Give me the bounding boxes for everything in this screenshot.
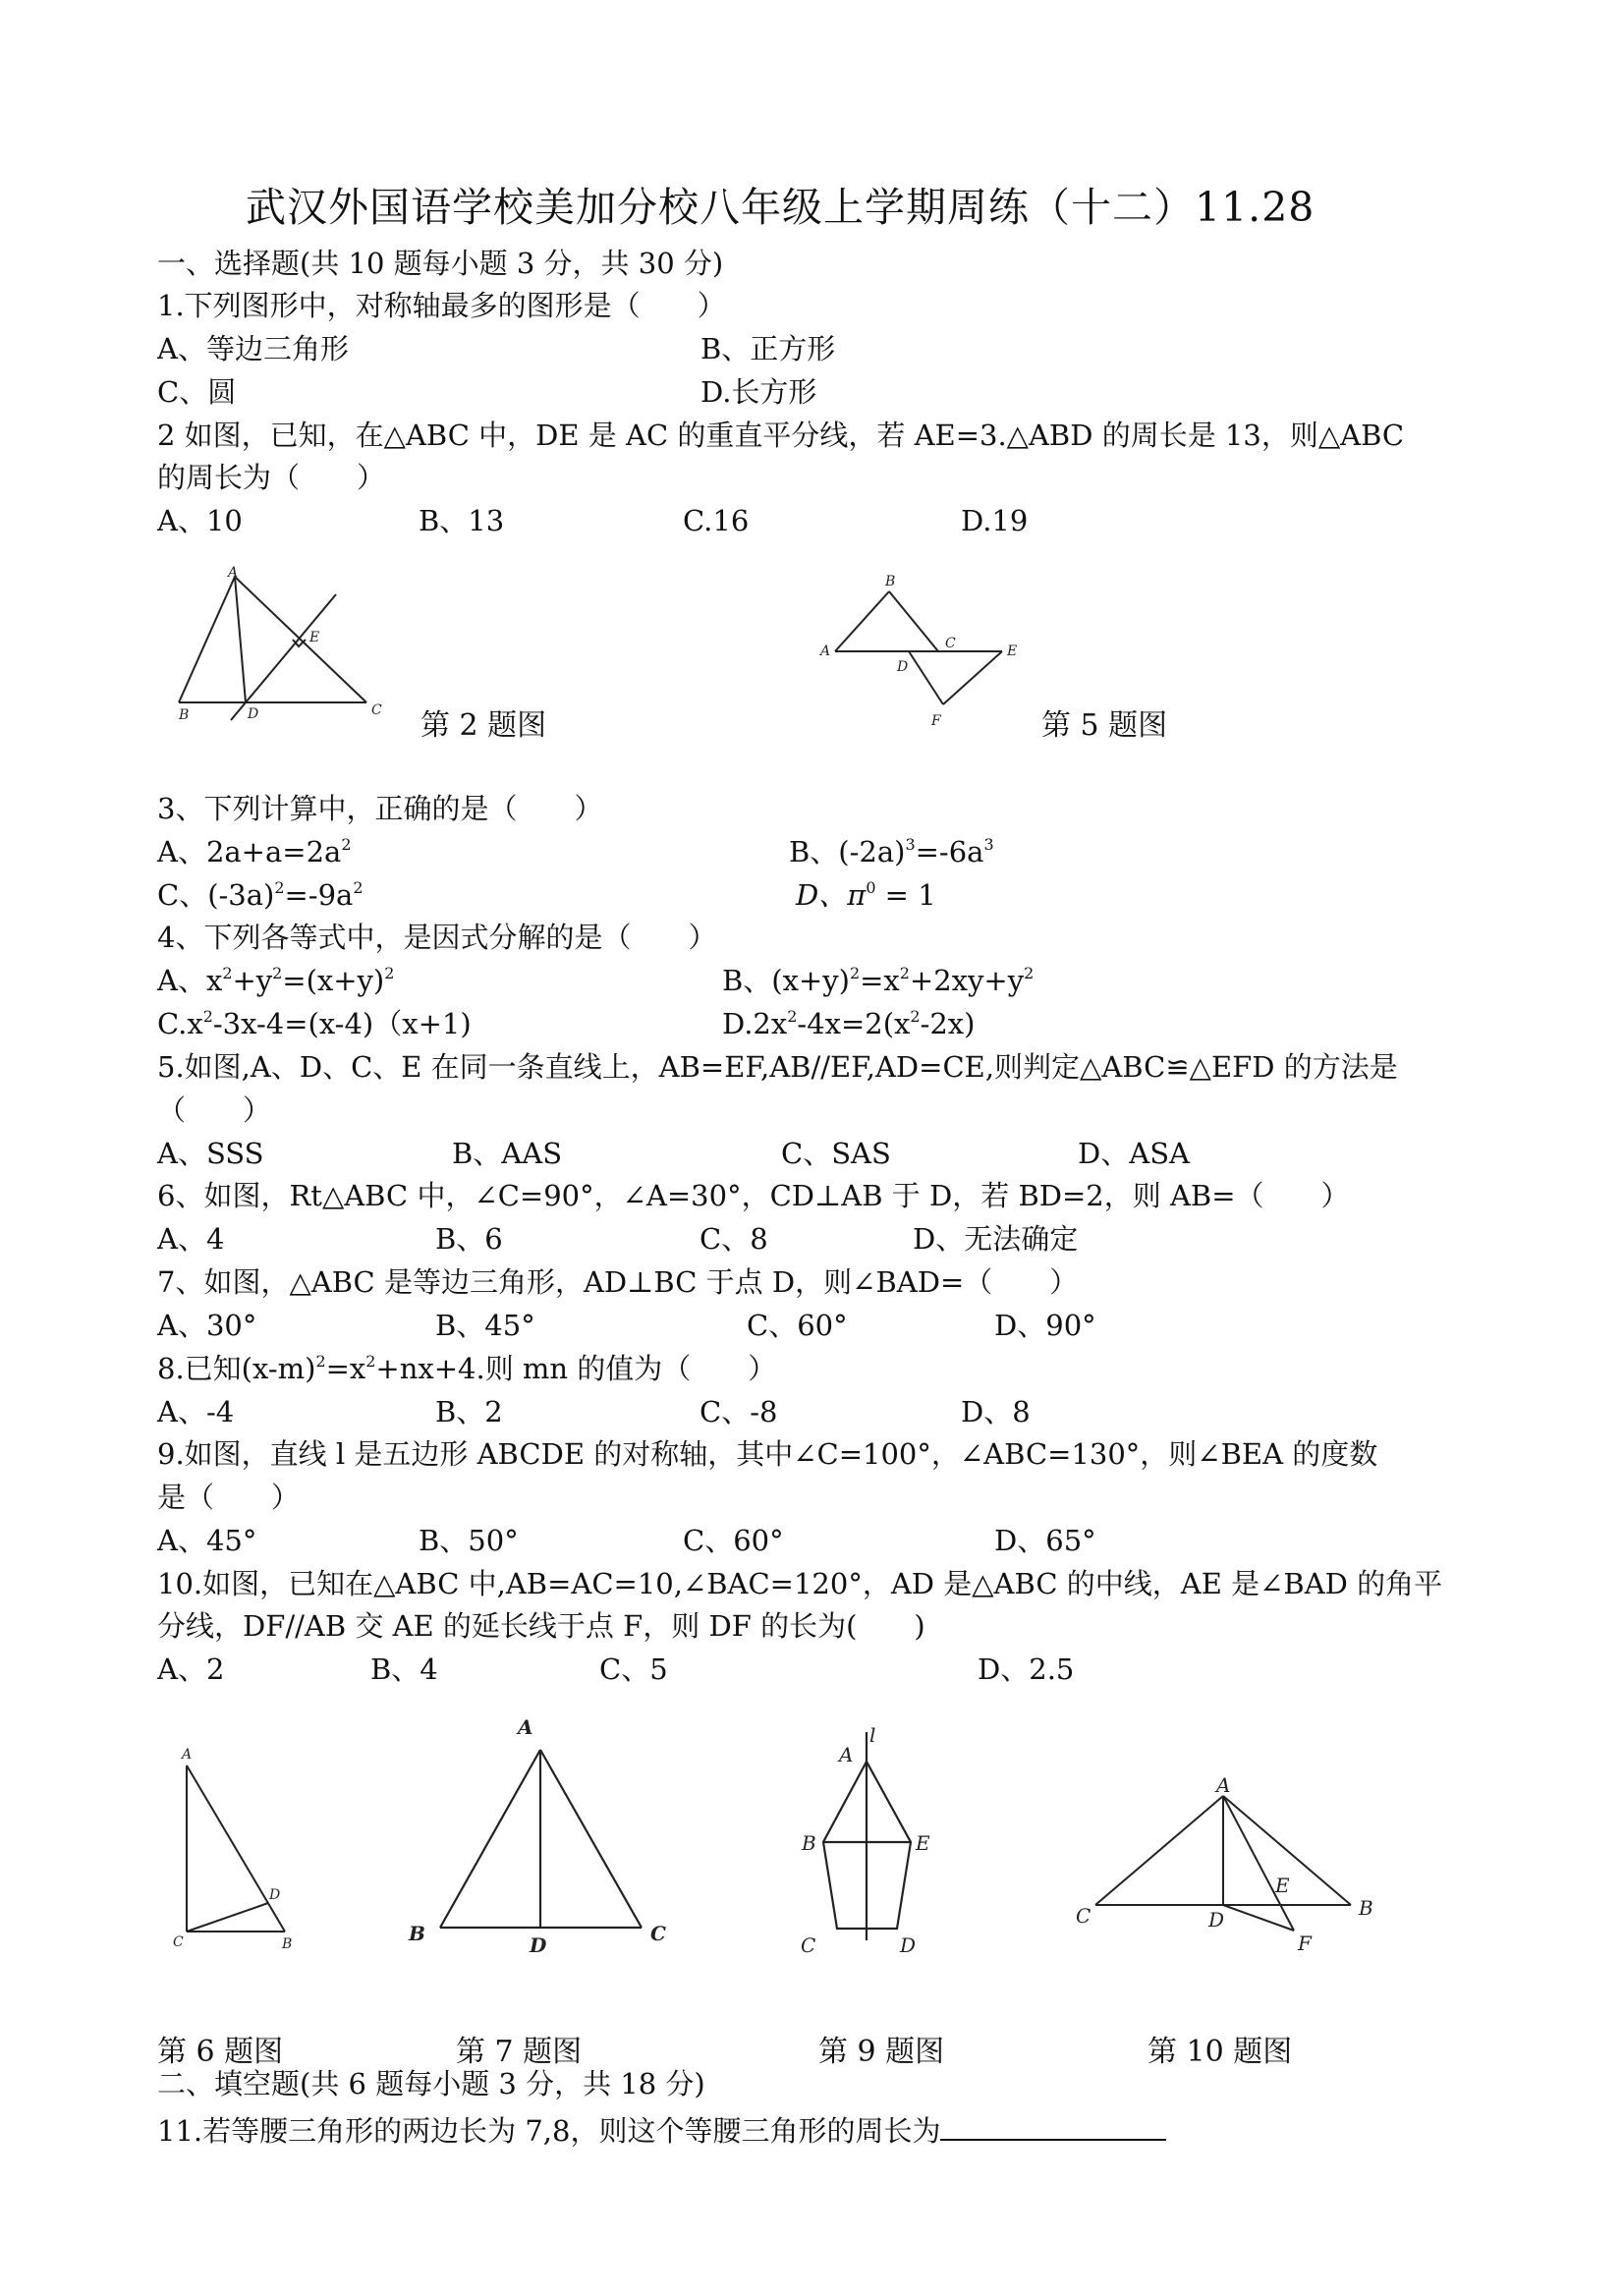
fig9-label-a: A — [839, 1743, 854, 1766]
q5-stem-line2: （ ） — [157, 1093, 272, 1127]
q4-option-b: B、$(x+y)^2=x^2+2xy+y^2$ — [722, 964, 1035, 997]
fig2-label-e: E — [309, 630, 320, 645]
q9-option-d: D、65° — [994, 1524, 1096, 1557]
page-title: 武汉外国语学校美加分校八年级上学期周练（十二）11.28 — [246, 184, 1315, 231]
fig10-label-c: C — [1076, 1904, 1091, 1928]
fig10-label-e: E — [1275, 1874, 1290, 1897]
q3-option-c: C、$(-3a)^2=-9a^2$ — [157, 878, 364, 912]
q8-option-a: A、-4 — [157, 1395, 235, 1428]
fig7-label-b: B — [409, 1922, 425, 1945]
fig9-label-d: D — [900, 1933, 917, 1957]
q2-option-a: A、10 — [157, 504, 243, 537]
q7-option-b: B、45° — [435, 1309, 535, 1342]
q1-option-b: B、正方形 — [700, 332, 836, 365]
q8-option-c: C、-8 — [700, 1395, 778, 1428]
figure-q7 — [403, 1709, 688, 1965]
fig7-label-c: C — [650, 1922, 666, 1945]
fig6-label-d: D — [269, 1887, 281, 1903]
fig5-label-e: E — [1007, 644, 1018, 659]
q8-stem: 8.已知$(x-m)^2=x^2+nx+4$.则 mn 的值为（ ） — [157, 1352, 777, 1385]
q4-stem: 4、下列各等式中，是因式分解的是（ ） — [157, 921, 717, 954]
fig7-label-a: A — [518, 1715, 533, 1739]
figure-q10 — [1066, 1773, 1380, 1960]
q1-option-d: D.长方形 — [700, 375, 817, 409]
fig6-label-a: A — [182, 1747, 193, 1763]
q8-option-b: B、2 — [435, 1395, 503, 1428]
q10-option-d: D、2.5 — [978, 1652, 1075, 1686]
q3-option-d: D、$\pi^0 = 1$ — [796, 878, 936, 912]
q6-stem: 6、如图，Rt△ABC 中，∠C=90°，∠A=30°，CD⊥AB 于 D，若 BD=2，则 AB=（ ） — [157, 1179, 1350, 1212]
q2-option-d: D.19 — [961, 504, 1029, 537]
q7-option-a: A、30° — [157, 1309, 257, 1342]
fig2-label-d: D — [248, 706, 259, 722]
fig10-caption: 第 10 题图 — [1147, 2035, 1293, 2069]
q3-option-b: B、$(-2a)^3=-6a^3$ — [789, 835, 994, 868]
figure-q5 — [815, 570, 1032, 737]
q1-stem: 1.下列图形中，对称轴最多的图形是（ ） — [157, 289, 726, 322]
fig5-label-f: F — [931, 713, 941, 729]
fig9-label-e: E — [916, 1831, 930, 1855]
q8-option-d: D、8 — [961, 1395, 1031, 1428]
section-heading-fill: 二、填空题(共 6 题每小题 3 分，共 18 分) — [157, 2067, 705, 2100]
q2-option-b: B、13 — [419, 504, 505, 537]
fig5-label-c: C — [945, 636, 956, 651]
fig7-caption: 第 7 题图 — [456, 2035, 583, 2069]
q2-stem-line2: 的周长为（ ） — [157, 461, 386, 494]
q5-option-c: C、SAS — [781, 1137, 891, 1170]
q11-stem: 11.若等腰三角形的两边长为 7,8，则这个等腰三角形的周长为 — [157, 2113, 1166, 2146]
figure-q2 — [167, 565, 403, 727]
figure-q6 — [167, 1739, 314, 1960]
figure-q9 — [776, 1724, 973, 1970]
q7-option-c: C、60° — [747, 1309, 848, 1342]
section-heading-choice: 一、选择题(共 10 题每小题 3 分，共 30 分) — [157, 247, 724, 280]
q2-stem-line1: 2 如图，已知，在△ABC 中，DE 是 AC 的重直平分线，若 AE=3.△ABD 的周长是 13，则△ABC — [157, 419, 1405, 452]
q4-option-d: $D.2x^2-4x=2(x^2-2x)$ — [722, 1007, 976, 1040]
q7-option-d: D、90° — [994, 1309, 1096, 1342]
fig2-label-a: A — [228, 565, 239, 581]
q3-option-a: A、$2a+a=2a^2$ — [157, 835, 352, 868]
fig5-label-b: B — [885, 574, 896, 589]
q9-option-c: C、60° — [683, 1524, 784, 1557]
q5-option-b: B、AAS — [452, 1137, 563, 1170]
q2-option-c: C.16 — [683, 504, 750, 537]
fig9-label-l: l — [869, 1723, 876, 1747]
fig10-label-a: A — [1216, 1773, 1231, 1797]
q9-option-a: A、45° — [157, 1524, 257, 1557]
fig6-label-c: C — [173, 1934, 184, 1950]
fig7-label-d: D — [530, 1933, 547, 1957]
q4-option-a: A、$x^2+y^2=(x+y)^2$ — [157, 964, 395, 997]
q10-option-c: C、5 — [599, 1652, 668, 1686]
q10-option-b: B、4 — [370, 1652, 438, 1686]
q6-option-b: B、6 — [435, 1222, 503, 1256]
q1-option-c: C、圆 — [157, 375, 237, 409]
fig2-label-c: C — [371, 702, 382, 718]
fig5-label-a: A — [820, 644, 831, 659]
fig9-label-c: C — [801, 1933, 816, 1957]
q10-stem-line2: 分线，DF//AB 交 AE 的延长线于点 F，则 DF 的长为( ) — [157, 1609, 925, 1643]
q4-option-c: $C.x^2-3x-4=(x-4)(x+1)$ — [157, 1007, 472, 1040]
q9-option-b: B、50° — [419, 1524, 519, 1557]
fig10-label-f: F — [1298, 1932, 1312, 1955]
fig10-label-d: D — [1208, 1908, 1225, 1932]
q7-stem: 7、如图，△ABC 是等边三角形，AD⊥BC 于点 D，则∠BAD=（ ） — [157, 1265, 1079, 1299]
q6-option-a: A、4 — [157, 1222, 225, 1256]
q5-option-d: D、ASA — [1078, 1137, 1191, 1170]
q3-stem: 3、下列计算中，正确的是（ ） — [157, 792, 603, 825]
q5-stem-line1: 5.如图,A、D、C、E 在同一条直线上，AB=EF,AB//EF,AD=CE,则判定△ABC≌△EFD 的方法是 — [157, 1050, 1398, 1084]
fig5-caption: 第 5 题图 — [1041, 708, 1168, 743]
q9-stem-line1: 9.如图，直线 l 是五边形 ABCDE 的对称轴，其中∠C=100°，∠ABC=130°，则∠BEA 的度数 — [157, 1437, 1378, 1471]
fig2-caption: 第 2 题图 — [420, 708, 547, 743]
fig9-label-b: B — [802, 1831, 816, 1855]
q9-stem-line2: 是（ ） — [157, 1481, 301, 1514]
q6-option-d: D、无法确定 — [913, 1222, 1079, 1256]
fig6-caption: 第 6 题图 — [157, 2035, 284, 2069]
fig5-label-d: D — [897, 659, 909, 675]
q1-option-a: A、等边三角形 — [157, 332, 349, 365]
fig6-label-b: B — [282, 1936, 293, 1952]
q5-option-a: A、SSS — [157, 1137, 264, 1170]
q10-option-a: A、2 — [157, 1652, 225, 1686]
q6-option-c: C、8 — [700, 1222, 768, 1256]
fig10-label-b: B — [1359, 1896, 1373, 1920]
fig2-label-b: B — [179, 707, 190, 723]
fig9-caption: 第 9 题图 — [818, 2035, 945, 2069]
q11-answer-blank[interactable] — [940, 2113, 1166, 2141]
q10-stem-line1: 10.如图，已知在△ABC 中,AB=AC=10,∠BAC=120°，AD 是△ABC 的中线，AE 是∠BAD 的角平 — [157, 1567, 1443, 1600]
